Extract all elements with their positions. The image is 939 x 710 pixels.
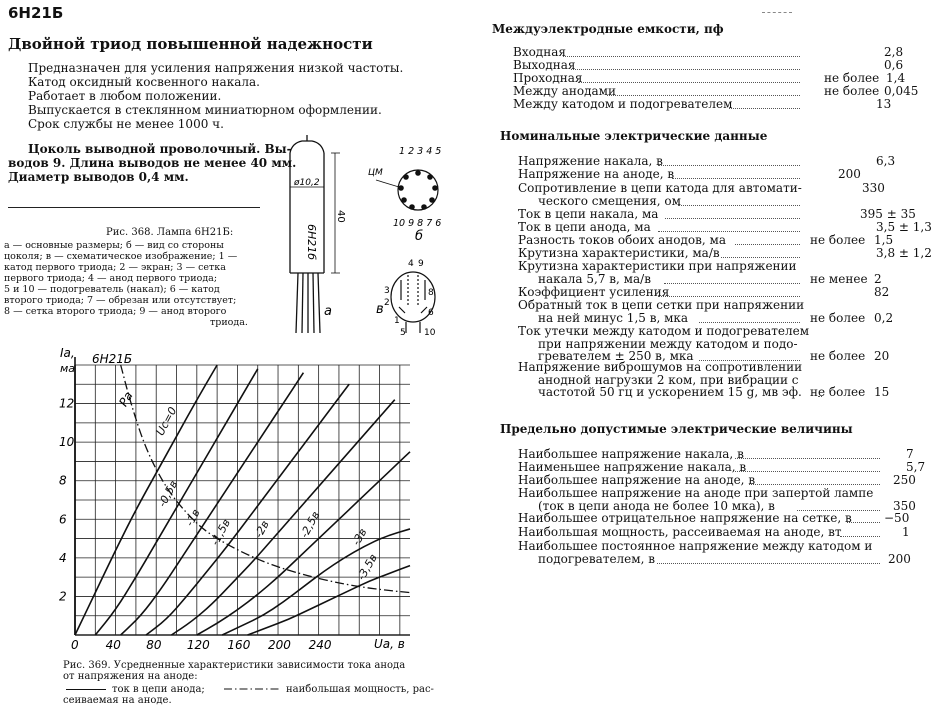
base-line: водов 9. Длина выводов не менее 40 мм. <box>8 156 297 170</box>
nominal-value: 1,5 <box>874 233 894 247</box>
nominal-label: Сопротивление в цепи катода для автомати- <box>518 181 802 195</box>
y-tick-label: 4 <box>59 550 67 565</box>
nominal-cond: не более <box>810 310 866 325</box>
leader-dots <box>658 296 800 297</box>
nominal-value: 200 <box>838 167 861 181</box>
socket-view <box>376 170 438 210</box>
y-tick-label: 10 <box>59 435 75 450</box>
y-tick-label: 2 <box>59 589 67 604</box>
intro-line: Предназначен для усиления напряжения низкой частоты. <box>28 61 404 75</box>
label-a: а <box>324 304 332 319</box>
curve-label: -1в <box>183 506 203 529</box>
leader-dots <box>672 178 800 179</box>
nominal-label: частотой 50 гц и ускорением 15 g, мв эф. <box>538 385 802 400</box>
x-tick-label: 80 <box>146 638 162 652</box>
top-mark <box>762 12 792 13</box>
capacitance-heading: Междуэлектродные емкости, пф <box>492 22 724 36</box>
nominal-value: 20 <box>874 349 890 364</box>
limit-label: Наибольшее напряжение на аноде при запертой лампе <box>518 486 874 500</box>
schem-label: 5 <box>400 328 406 335</box>
nominal-label: при напряжении между катодом и подо- <box>538 336 798 351</box>
nominal-label: Ток утечки между катодом и подогревателем <box>518 324 810 338</box>
y-tick-label: 6 <box>59 512 67 527</box>
base-line: Цоколь выводной проволочный. Вы- <box>28 142 292 156</box>
leader-dots <box>699 322 800 323</box>
leader-dots <box>735 458 880 459</box>
nominal-label: ческого смещения, ом <box>538 193 681 208</box>
label-b: б <box>415 229 424 244</box>
fig368-line: цоколя; в — схематическое изображение; 1 — <box>4 251 238 262</box>
nominal-value: 0,2 <box>874 310 894 325</box>
pins-bottom: 10 9 8 7 6 <box>393 218 442 229</box>
legend-solid: ток в цепи анода; <box>112 684 205 695</box>
divider <box>8 207 260 208</box>
schem-label: 10 <box>424 328 436 335</box>
leader-dots <box>735 471 880 472</box>
nominal-value: 6,3 <box>876 154 896 168</box>
schem-label: 1 <box>394 316 400 326</box>
chart-title: 6Н21Б <box>92 352 133 366</box>
dim-diameter: ø10,2 <box>294 178 320 188</box>
legend-dash-line <box>222 684 282 694</box>
cap-cond: не более <box>824 84 880 98</box>
nominal-label: накала 5,7 в, ма/в <box>538 271 651 286</box>
leader-dots <box>657 563 880 564</box>
curve-label: -2в <box>252 518 272 540</box>
curve-label: -3,5в <box>354 551 380 583</box>
limit-label: Наибольшее постоянное напряжение между катодом и <box>518 539 873 553</box>
y-unit-label: Iа, <box>60 346 75 360</box>
leader-dots <box>658 231 800 232</box>
intro-line: Катод оксидный косвенного накала. <box>28 75 260 89</box>
x-tick-label: 0 <box>71 638 79 652</box>
cap-label: Проходная <box>513 71 583 85</box>
schem-label: 9 <box>418 259 424 269</box>
leader-dots <box>665 218 800 219</box>
cap-label: Выходная <box>513 58 576 72</box>
y-unit-label-2: ма <box>60 362 76 375</box>
leader-dots <box>847 522 880 523</box>
limit-value: −50 <box>884 511 910 525</box>
cap-label: Между анодами <box>513 84 616 98</box>
nominal-label: Напряжение виброшумов на сопротивлении <box>518 360 803 374</box>
intro-line: Работает в любом положении. <box>28 89 222 103</box>
nominal-value: 395 ± 35 <box>860 207 916 221</box>
leader-dots <box>678 205 800 206</box>
pa-label: Pa <box>116 389 136 409</box>
legend-dash-2: сеиваемая на аноде. <box>63 695 172 706</box>
limits-heading: Предельно допустимые электрические величины <box>500 422 853 436</box>
legend-dash: наибольшая мощность, рас- <box>286 684 434 695</box>
cap-value: 0,6 <box>884 58 904 72</box>
nominal-label: Крутизна характеристики при напряжении <box>518 259 797 273</box>
nominal-cond: не более <box>810 233 866 247</box>
nominal-label: Крутизна характеристики, ма/в <box>518 246 720 260</box>
leader-dots <box>721 257 800 258</box>
nominal-label: Коэффициент усиления <box>518 285 670 299</box>
nominal-heading: Номинальные электрические данные <box>500 129 768 143</box>
x-tick-label: 200 <box>268 638 291 652</box>
fig369-line: от напряжения на аноде: <box>63 671 198 682</box>
nominal-label: гревателем ± 250 в, мка <box>538 349 694 364</box>
nominal-cond: не более <box>810 349 866 364</box>
leader-dots <box>664 283 800 284</box>
cap-label: Между катодом и подогревателем <box>513 97 733 111</box>
curve-label: -0,5в <box>155 478 181 510</box>
curve-label: -1,5в <box>208 516 234 548</box>
nominal-label: на ней минус 1,5 в, мка <box>538 310 689 325</box>
page-title: Двойной триод повышенной надежности <box>8 35 373 53</box>
cap-value: 1,4 <box>886 71 906 85</box>
x-tick-label: 120 <box>186 638 210 652</box>
nominal-cond: не менее <box>810 271 868 286</box>
schem-label: 4 <box>408 259 414 269</box>
fig368-title: Рис. 368. Лампа 6Н21Б: <box>106 227 234 238</box>
nominal-label: Ток в цепи анода, ма <box>518 220 651 234</box>
leader-dots <box>749 484 880 485</box>
tube-label: 6Н21б <box>305 224 318 261</box>
fig368-line: 5 и 10 — подогреватель (накал); 6 — катод <box>4 284 220 295</box>
nominal-value: 3,8 ± 1,2 <box>876 246 932 260</box>
cap-label: Входная <box>513 45 566 59</box>
cap-value: 13 <box>876 97 892 111</box>
tube-code: 6Н21Б <box>8 4 64 22</box>
leader-dots <box>729 108 800 109</box>
leader-dots <box>735 244 800 245</box>
nominal-label: анодной нагрузки 2 ком, при вибрации с <box>538 372 799 387</box>
schem-label: 8 <box>428 288 434 298</box>
cap-value: 2,8 <box>884 45 904 59</box>
key-label: ЦМ <box>368 168 383 178</box>
cap-cond: не более <box>824 71 880 85</box>
curve-label: -3в <box>349 526 370 548</box>
schem-label: 2 <box>384 298 390 308</box>
x-unit-label: Uа, в <box>374 637 405 651</box>
fig368-line: а — основные размеры; б — вид со стороны <box>4 240 224 251</box>
nominal-label: Обратный ток в цепи сетки при напряжении <box>518 298 805 312</box>
schem-label: 3 <box>384 286 390 296</box>
curve-label: Uc=0 <box>153 404 180 438</box>
curve-label: -2,5в <box>297 509 323 540</box>
nominal-value: 2 <box>874 271 882 286</box>
fig368-line: катод первого триода; 2 — экран; 3 — сетка <box>4 262 226 273</box>
nominal-label: Ток в цепи накала, ма <box>518 207 659 221</box>
base-line: Диаметр выводов 0,4 мм. <box>8 170 189 184</box>
leader-dots <box>658 165 800 166</box>
leader-dots <box>578 82 800 83</box>
label-v: в <box>376 302 384 317</box>
nominal-value: 82 <box>874 285 890 299</box>
limit-label: Наибольшее напряжение на аноде, в <box>518 473 756 487</box>
nominal-value: 3,5 ± 1,3 <box>876 220 932 234</box>
y-tick-label: 8 <box>59 473 67 488</box>
nominal-label: Напряжение на аноде, в <box>518 167 675 181</box>
limit-label: Наибольшее напряжение накала, в <box>518 447 744 461</box>
x-tick-label: 240 <box>308 638 332 652</box>
x-tick-label: 40 <box>105 638 121 652</box>
nominal-label: Разность токов обоих анодов, ма <box>518 233 726 247</box>
fig368-line: триода. <box>210 317 248 328</box>
curve-7 <box>248 566 410 635</box>
curve-4 <box>171 400 394 635</box>
limit-label: Наименьшее напряжение накала, в <box>518 460 747 474</box>
limit-value: 250 <box>893 473 916 487</box>
curve-2 <box>121 373 304 635</box>
fig369-line: Рис. 369. Усредненные характеристики зависимости тока анода <box>63 660 406 671</box>
pins-top: 1 2 3 4 5 <box>399 146 442 157</box>
nominal-value: 330 <box>862 181 885 195</box>
limit-value: 350 <box>893 498 916 513</box>
leader-dots <box>607 95 800 96</box>
nominal-label: Напряжение накала, в <box>518 154 663 168</box>
dim-length: 40 <box>335 210 346 223</box>
limit-label: Наибольшая мощность, рассеиваемая на аноде, вт <box>518 525 842 539</box>
nominal-value: 15 <box>874 385 890 400</box>
leader-dots <box>840 536 880 537</box>
leader-dots <box>563 56 800 57</box>
x-tick-label: 160 <box>227 638 251 652</box>
cap-value: 0,045 <box>884 84 919 98</box>
limit-value: 5,7 <box>906 460 926 474</box>
nominal-cond: не более <box>810 385 866 400</box>
schem-label: 6 <box>428 308 434 318</box>
limit-value: 200 <box>888 551 911 566</box>
anode-characteristics-chart <box>0 335 420 653</box>
limit-value: 7 <box>906 447 914 461</box>
intro-line: Срок службы не менее 1000 ч. <box>28 117 224 131</box>
limit-label: Наибольшее отрицательное напряжение на сетке, в <box>518 511 852 525</box>
fig368-line: 8 — сетка второго триода; 9 — анод второго <box>4 306 227 317</box>
y-tick-label: 12 <box>59 396 75 411</box>
intro-line: Выпускается в стеклянном миниатюрном оформлении. <box>28 103 382 117</box>
fig368-line: второго триода; 7 — обрезан или отсутствует; <box>4 295 237 306</box>
tube-drawing <box>268 135 458 335</box>
curve-6 <box>222 529 410 635</box>
legend-solid-line <box>66 689 106 690</box>
limit-label: (ток в цепи анода не более 10 мка), в <box>538 498 775 513</box>
limit-label: подогревателем, в <box>538 551 655 566</box>
fig368-line: первого триода; 4 — анод первого триода; <box>4 273 218 284</box>
leader-dots <box>571 69 800 70</box>
limit-value: 1 <box>902 525 910 539</box>
